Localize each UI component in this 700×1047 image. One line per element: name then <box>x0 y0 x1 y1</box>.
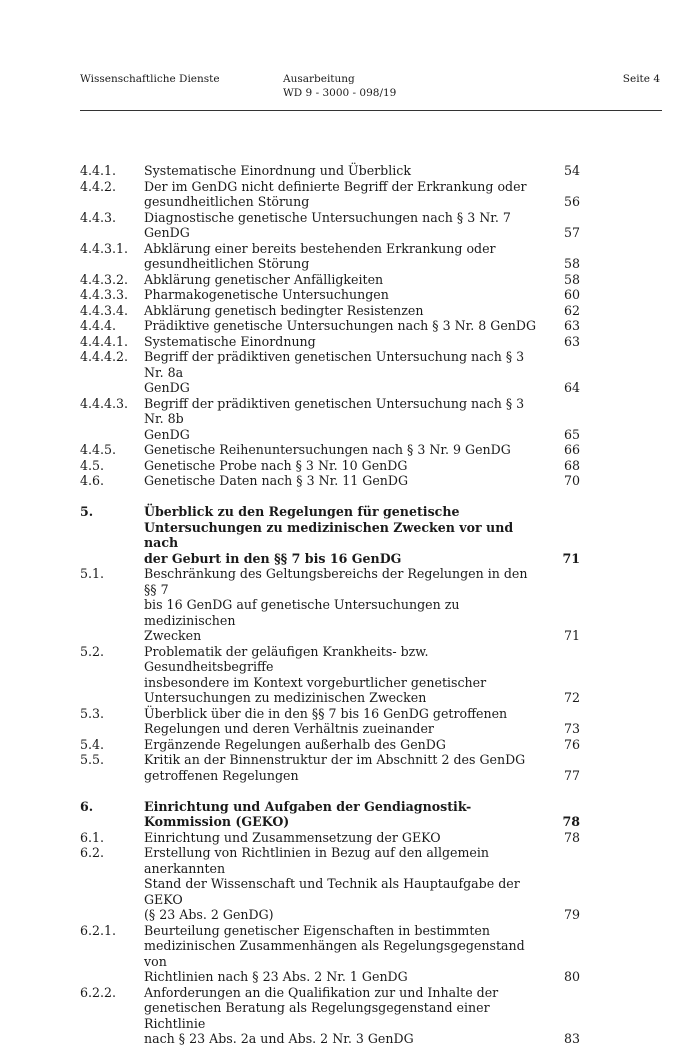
toc-entry-page: 65 <box>563 426 580 442</box>
toc-entry-number: 4.4.3.2. <box>80 271 129 287</box>
toc-entry-title <box>144 396 540 443</box>
section-spacer <box>80 783 580 799</box>
toc-entry-title-line: Anforderungen an die Qualifikation zur und Inhalte der <box>144 984 499 1000</box>
toc-entry-page: 63 <box>563 333 580 349</box>
toc-entry-page: 83 <box>563 1031 580 1046</box>
toc-entry-title <box>144 287 540 303</box>
toc-entry-page: 71 <box>563 628 580 643</box>
toc-entry[interactable] <box>80 799 580 830</box>
toc-entry-title <box>144 473 540 489</box>
toc-entry-title-line: insbesondere im Kontext vorgeburtlicher genetischer <box>144 674 487 690</box>
toc-entry[interactable] <box>80 303 580 319</box>
toc-entry[interactable] <box>80 644 580 706</box>
toc-entry-number: 4.4.2. <box>80 178 117 194</box>
toc-entry-title <box>144 318 540 334</box>
toc-entry-page: 54 <box>563 163 580 178</box>
toc-entry-title-line: Einrichtung und Zusammensetzung der GEKO <box>144 829 441 845</box>
toc-entry[interactable] <box>80 845 580 923</box>
toc-entry-page: 57 <box>563 225 580 240</box>
toc-entry-title <box>144 985 540 1047</box>
toc-entry-number: 6. <box>80 798 94 814</box>
toc-entry[interactable] <box>80 287 580 303</box>
toc-entry[interactable] <box>80 752 580 783</box>
toc-entry-title-line: genetischen Beratung als Regelungsgegenstand einer Richtlinie <box>144 1000 490 1031</box>
toc-entry-page: 58 <box>563 271 580 287</box>
toc-entry-title-line: Der im GenDG nicht definierte Begriff der Erkrankung oder <box>144 178 527 194</box>
toc-entry-title-line: Genetische Probe nach § 3 Nr. 10 GenDG <box>144 457 408 473</box>
table-of-contents <box>80 163 580 1047</box>
toc-entry-title-line: Kritik an der Binnenstruktur der im Abschnitt 2 des GenDG <box>144 752 526 767</box>
toc-entry-title-line: Prädiktive genetische Untersuchungen nach § 3 Nr. 8 GenDG <box>144 318 537 333</box>
toc-entry-title <box>144 442 540 458</box>
toc-entry-title-line: Pharmakogenetische Untersuchungen <box>144 287 389 302</box>
toc-entry-page: 79 <box>563 907 580 922</box>
toc-entry-page: 68 <box>563 457 580 473</box>
toc-entry-title <box>144 163 540 179</box>
toc-entry-title-line: getroffenen Regelungen <box>144 767 299 783</box>
toc-entry-title <box>144 830 540 846</box>
toc-entry-title-line: Überblick über die in den §§ 7 bis 16 GenDG getroffenen <box>144 705 508 721</box>
toc-entry[interactable] <box>80 334 580 350</box>
toc-entry-title-line: GenDG <box>144 380 190 395</box>
toc-entry-title <box>144 272 540 288</box>
toc-entry-page: 71 <box>562 550 580 566</box>
toc-entry-title <box>144 334 540 350</box>
toc-entry-page: 70 <box>563 473 580 488</box>
toc-entry-title-line: Abklärung genetischer Anfälligkeiten <box>144 271 384 287</box>
toc-entry-title <box>144 458 540 474</box>
toc-entry-title-line: (§ 23 Abs. 2 GenDG) <box>144 907 274 922</box>
toc-entry-title <box>144 349 540 396</box>
toc-entry[interactable] <box>80 318 580 334</box>
toc-entry-title-line: Abklärung einer bereits bestehenden Erkrankung oder <box>144 240 496 256</box>
toc-entry-title-line: Kommission (GEKO) <box>144 814 290 829</box>
toc-entry-title-line: GenDG <box>144 426 190 442</box>
toc-entry-number: 4.4.4.2. <box>80 349 129 364</box>
toc-entry-number: 4.4.1. <box>80 163 117 178</box>
toc-entry-page: 76 <box>563 736 580 752</box>
document-type: Ausarbeitung <box>283 73 355 85</box>
toc-entry-number: 4.4.4.3. <box>80 395 129 411</box>
toc-entry[interactable] <box>80 830 580 846</box>
toc-entry-title-line: gesundheitlichen Störung <box>144 256 310 271</box>
toc-entry[interactable] <box>80 179 580 210</box>
toc-entry-page: 73 <box>563 721 580 736</box>
toc-entry-title <box>144 799 540 830</box>
toc-entry-title-line: Begriff der prädiktiven genetischen Untersuchung nach § 3 Nr. 8b <box>144 395 525 426</box>
toc-entry-title <box>144 566 540 644</box>
institution-name: Wissenschaftliche Dienste <box>80 73 220 85</box>
toc-entry-title-line: gesundheitlichen Störung <box>144 194 310 209</box>
toc-entry-title-line: Genetische Daten nach § 3 Nr. 11 GenDG <box>144 473 409 488</box>
toc-entry[interactable] <box>80 442 580 458</box>
toc-entry-number: 4.4.3. <box>80 209 117 225</box>
section-spacer <box>80 489 580 505</box>
toc-entry-number: 4.4.3.1. <box>80 240 129 256</box>
toc-entry-page: 56 <box>563 194 580 209</box>
toc-entry-title-line: Zwecken <box>144 628 202 643</box>
toc-entry[interactable] <box>80 504 580 566</box>
toc-entry-page: 66 <box>563 442 580 457</box>
toc-entry-number: 5.5. <box>80 752 105 767</box>
toc-entry-title <box>144 845 540 923</box>
header-divider <box>80 110 662 111</box>
toc-entry-title-line: Stand der Wissenschaft und Technik als Hauptaufgabe der GEKO <box>144 876 520 907</box>
toc-entry-page: 64 <box>563 380 580 395</box>
toc-entry-number: 4.4.4.1. <box>80 333 129 349</box>
toc-entry-number: 6.2.1. <box>80 922 117 938</box>
toc-entry-title-line: Beschränkung des Geltungsbereichs der Regelungen in den §§ 7 <box>144 566 528 597</box>
page-header <box>80 72 660 112</box>
toc-entry[interactable] <box>80 923 580 985</box>
toc-entry-number: 5.4. <box>80 736 105 752</box>
toc-entry-title-line: Beurteilung genetischer Eigenschaften in bestimmten <box>144 922 490 938</box>
toc-entry-number: 6.1. <box>80 829 105 845</box>
toc-entry-page: 77 <box>563 767 580 783</box>
toc-entry[interactable] <box>80 349 580 396</box>
toc-entry-title-line: Erstellung von Richtlinien in Bezug auf den allgemein anerkannten <box>144 845 490 876</box>
toc-entry-number: 4.5. <box>80 457 105 473</box>
toc-entry-title-line: Einrichtung und Aufgaben der Gendiagnostik- <box>144 798 472 814</box>
toc-entry-title-line: Genetische Reihenuntersuchungen nach § 3 Nr. 9 GenDG <box>144 442 511 457</box>
toc-entry-number: 6.2.2. <box>80 984 117 1000</box>
toc-entry-title-line: nach § 23 Abs. 2a und Abs. 2 Nr. 3 GenDG <box>144 1031 414 1046</box>
toc-entry-page: 80 <box>563 969 580 984</box>
toc-entry-page: 72 <box>563 690 580 705</box>
document-info <box>283 72 396 100</box>
toc-entry-number: 5.2. <box>80 643 105 659</box>
toc-entry[interactable] <box>80 272 580 288</box>
toc-entry-title-line: bis 16 GenDG auf genetische Untersuchungen zu medizinischen <box>144 597 460 628</box>
toc-entry-page: 60 <box>563 287 580 302</box>
toc-entry-title-line: Ergänzende Regelungen außerhalb des GenDG <box>144 736 446 752</box>
toc-entry-title <box>144 644 540 706</box>
toc-entry-number: 5.1. <box>80 566 105 581</box>
toc-entry[interactable] <box>80 706 580 737</box>
toc-entry[interactable] <box>80 241 580 272</box>
toc-entry-number: 4.4.4. <box>80 318 117 333</box>
toc-entry-page: 78 <box>562 814 580 829</box>
toc-entry-page: 78 <box>563 829 580 845</box>
toc-entry-title <box>144 241 540 272</box>
toc-entry-number: 4.6. <box>80 473 105 488</box>
toc-entry-number: 4.4.5. <box>80 442 117 457</box>
toc-entry-title <box>144 706 540 737</box>
toc-entry-title <box>144 179 540 210</box>
document-number: WD 9 - 3000 - 098/19 <box>283 87 397 99</box>
toc-entry-title-line: Untersuchungen zu medizinischen Zwecken <box>144 690 427 705</box>
toc-entry-title-line: Diagnostische genetische Untersuchungen nach § 3 Nr. 7 GenDG <box>144 209 511 240</box>
toc-entry-title-line: Abklärung genetisch bedingter Resistenzen <box>144 302 424 318</box>
toc-entry-page: 63 <box>563 318 580 333</box>
toc-entry[interactable] <box>80 163 580 179</box>
toc-entry[interactable] <box>80 737 580 753</box>
toc-entry-title-line: Systematische Einordnung <box>144 333 316 349</box>
toc-entry-number: 5. <box>80 504 94 519</box>
toc-entry-number: 4.4.3.4. <box>80 302 129 318</box>
toc-entry-title <box>144 303 540 319</box>
toc-entry-title-line: medizinischen Zusammenhängen als Regelungsgegenstand von <box>144 938 525 969</box>
toc-entry[interactable] <box>80 985 580 1047</box>
toc-entry-title <box>144 504 540 566</box>
toc-entry-number: 6.2. <box>80 845 105 860</box>
toc-entry[interactable] <box>80 458 580 474</box>
toc-entry-title-line: Untersuchungen zu medizinischen Zwecken vor und nach <box>144 519 514 550</box>
toc-entry-number: 4.4.3.3. <box>80 287 129 302</box>
toc-entry-title-line: der Geburt in den §§ 7 bis 16 GenDG <box>144 550 402 566</box>
toc-entry-title <box>144 210 540 241</box>
toc-entry-title-line: Problematik der geläufigen Krankheits- bzw. Gesundheitsbegriffe <box>144 643 429 674</box>
toc-entry-title-line: Regelungen und deren Verhältnis zueinander <box>144 721 434 736</box>
toc-entry-title <box>144 752 540 783</box>
toc-entry[interactable] <box>80 473 580 489</box>
toc-entry-title-line: Begriff der prädiktiven genetischen Untersuchung nach § 3 Nr. 8a <box>144 349 525 380</box>
page-number: Seite 4 <box>622 73 660 85</box>
toc-entry-title-line: Überblick zu den Regelungen für genetische <box>144 504 460 519</box>
toc-entry-page: 58 <box>563 256 580 271</box>
toc-entry[interactable] <box>80 566 580 644</box>
toc-entry[interactable] <box>80 210 580 241</box>
toc-entry-number: 5.3. <box>80 705 105 721</box>
toc-entry[interactable] <box>80 396 580 443</box>
toc-entry-page: 62 <box>563 302 580 318</box>
toc-entry-title-line: Richtlinien nach § 23 Abs. 2 Nr. 1 GenDG <box>144 969 408 984</box>
toc-entry-title <box>144 923 540 985</box>
toc-entry-title-line: Systematische Einordnung und Überblick <box>144 163 411 178</box>
toc-entry-title <box>144 737 540 753</box>
